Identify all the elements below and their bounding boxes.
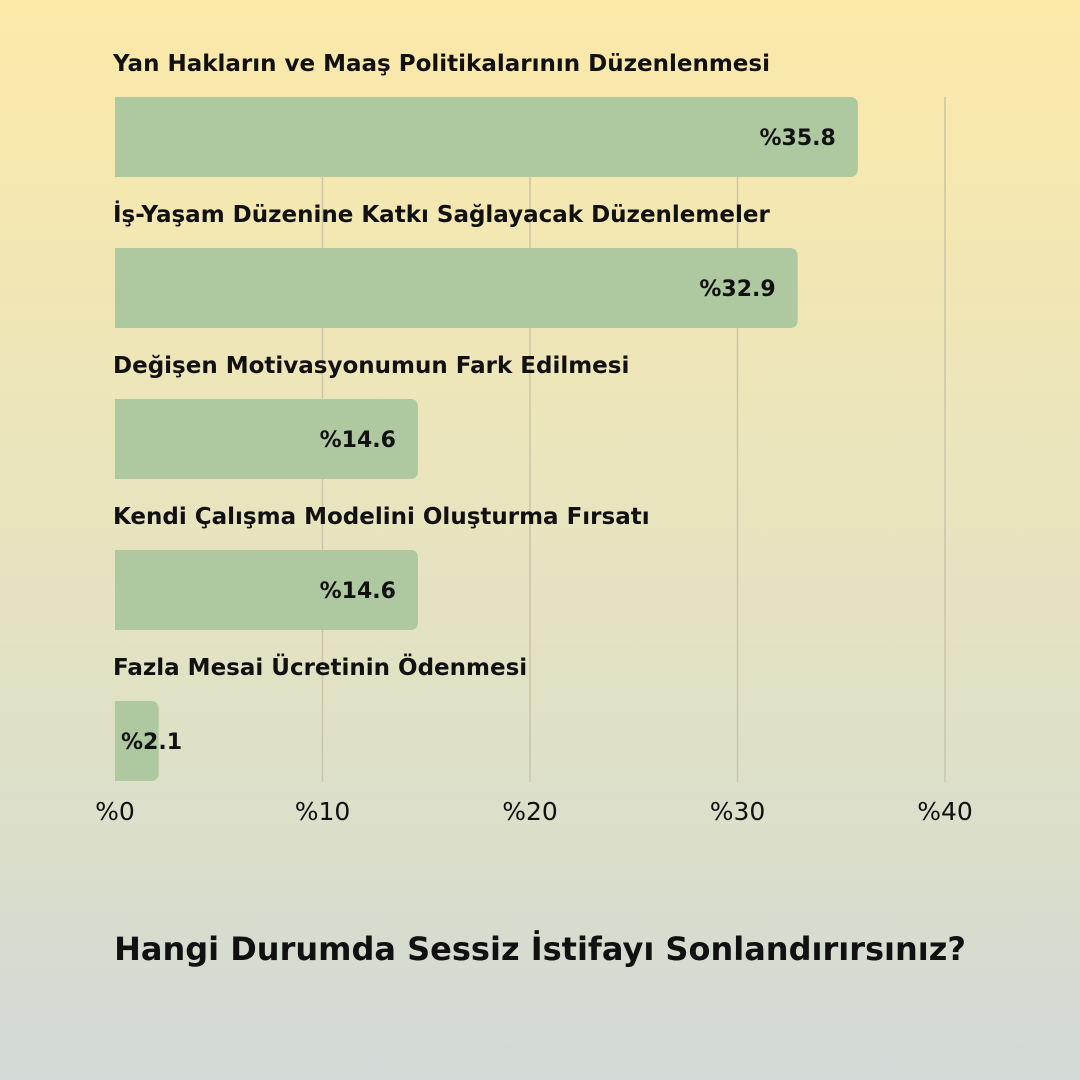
bar bbox=[115, 248, 798, 328]
data-label: %2.1 bbox=[121, 730, 183, 755]
bar bbox=[115, 97, 858, 177]
x-tick-label: %0 bbox=[95, 797, 135, 826]
category-label: Kendi Çalışma Modelini Oluşturma Fırsatı bbox=[113, 504, 650, 530]
x-tick-label: %30 bbox=[709, 797, 766, 826]
data-label: %14.6 bbox=[319, 579, 396, 604]
x-axis-ticks bbox=[95, 797, 973, 826]
chart-title: Hangi Durumda Sessiz İstifayı Sonlandırırsınız? bbox=[114, 930, 966, 968]
category-label: İş-Yaşam Düzenine Katkı Sağlayacak Düzenlemeler bbox=[113, 202, 770, 228]
data-label: %14.6 bbox=[319, 428, 396, 453]
category-label: Fazla Mesai Ücretinin Ödenmesi bbox=[113, 655, 528, 681]
x-tick-label: %20 bbox=[502, 797, 558, 826]
x-tick-label: %10 bbox=[294, 797, 351, 826]
category-label: Yan Hakların ve Maaş Politikalarının Düzenlenmesi bbox=[113, 51, 770, 77]
x-tick-label: %40 bbox=[917, 797, 973, 826]
data-label: %32.9 bbox=[699, 277, 776, 302]
bars bbox=[112, 51, 858, 781]
category-label: Değişen Motivasyonumun Fark Edilmesi bbox=[113, 353, 630, 379]
data-label: %35.8 bbox=[759, 126, 836, 151]
